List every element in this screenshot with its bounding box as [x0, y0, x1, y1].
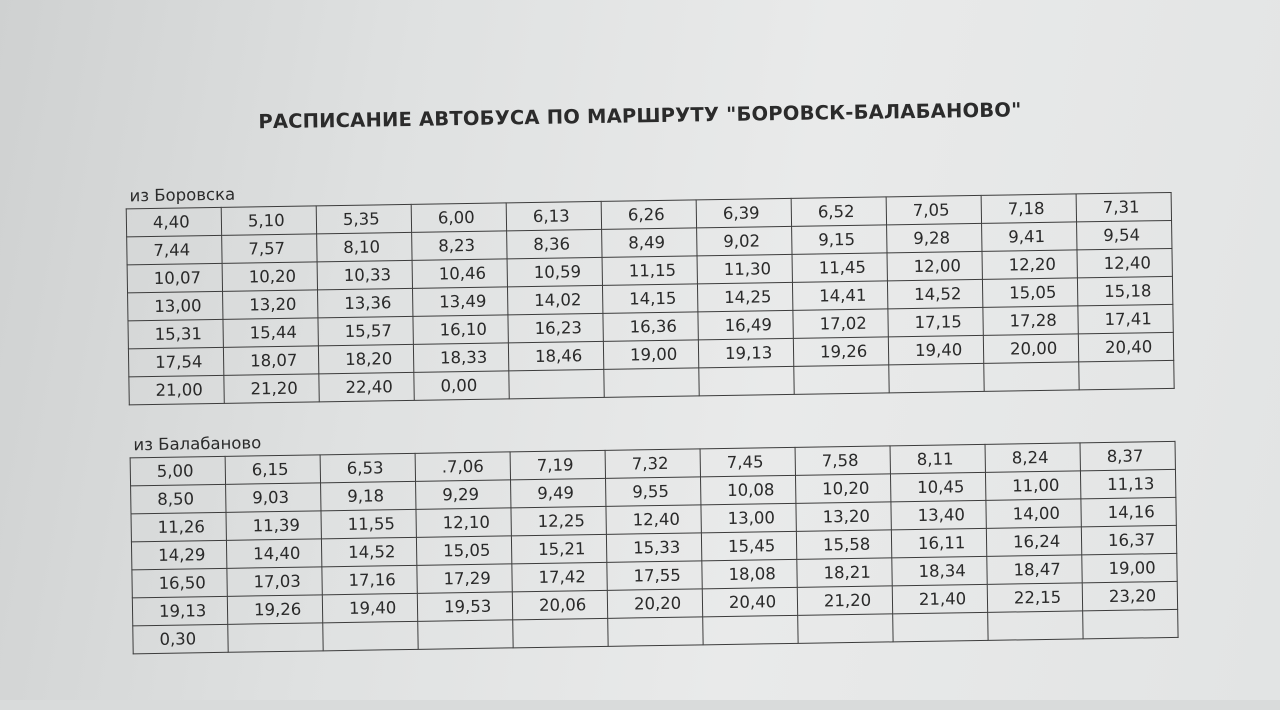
time-cell: 20,06: [512, 590, 607, 619]
time-cell: 18,21: [797, 558, 892, 587]
time-cell: 8,49: [602, 228, 697, 257]
time-cell: 7,32: [605, 449, 700, 478]
time-cell: 12,20: [982, 250, 1077, 279]
time-cell: 23,20: [1082, 581, 1177, 610]
time-cell: 14,16: [1081, 497, 1176, 526]
time-cell: 4,40: [126, 207, 221, 236]
time-cell: 16,49: [698, 310, 793, 339]
time-cell: 7,58: [795, 446, 890, 475]
time-cell: 6,15: [225, 455, 320, 484]
time-cell: 15,18: [1077, 276, 1172, 305]
time-cell: 14,52: [321, 537, 416, 566]
time-cell: 6,52: [791, 197, 886, 226]
time-cell: 8,37: [1080, 441, 1175, 470]
time-cell: 14,40: [226, 539, 321, 568]
time-cell: 16,10: [413, 315, 508, 344]
time-cell: 14,41: [792, 281, 887, 310]
time-cell: 17,02: [793, 309, 888, 338]
time-cell: 13,36: [318, 288, 413, 317]
time-cell: 7,05: [886, 195, 981, 224]
time-cell: 11,13: [1080, 469, 1175, 498]
time-cell: 16,23: [508, 313, 603, 342]
time-cell: 12,40: [1077, 248, 1172, 277]
time-cell: 10,45: [890, 472, 985, 501]
time-cell: 16,36: [603, 312, 698, 341]
time-cell: 11,39: [226, 511, 321, 540]
time-cell: 13,49: [413, 287, 508, 316]
time-cell: 18,07: [223, 346, 318, 375]
time-cell: 13,20: [796, 502, 891, 531]
time-cell: 12,00: [887, 251, 982, 280]
time-cell: 0,00: [414, 371, 509, 400]
time-cell: 7,44: [127, 235, 222, 264]
time-cell: 17,55: [607, 561, 702, 590]
time-cell: 19,13: [132, 596, 227, 625]
time-cell: 7,57: [222, 234, 317, 263]
time-cell: 11,55: [321, 509, 416, 538]
time-cell: 18,08: [702, 559, 797, 588]
time-cell: 8,23: [412, 231, 507, 260]
time-cell: [1079, 360, 1174, 389]
time-cell: [323, 621, 418, 650]
time-cell: 19,53: [417, 592, 512, 621]
time-cell: 15,05: [416, 536, 511, 565]
time-cell: 12,10: [416, 508, 511, 537]
time-cell: [513, 618, 608, 647]
time-cell: 15,05: [982, 278, 1077, 307]
time-cell: 17,16: [322, 565, 417, 594]
time-cell: 20,00: [983, 334, 1078, 363]
time-cell: 17,28: [983, 306, 1078, 335]
time-cell: 18,34: [892, 556, 987, 585]
time-cell: [699, 366, 794, 395]
time-cell: 8,50: [131, 484, 226, 513]
time-cell: 15,31: [128, 319, 223, 348]
time-cell: 19,26: [227, 595, 322, 624]
time-cell: 6,39: [696, 198, 791, 227]
time-cell: 12,25: [511, 506, 606, 535]
time-cell: 6,26: [601, 200, 696, 229]
time-cell: 0,30: [133, 624, 228, 653]
time-cell: 13,00: [128, 291, 223, 320]
time-cell: 8,24: [985, 443, 1080, 472]
time-cell: [798, 614, 893, 643]
time-cell: [984, 362, 1079, 391]
time-cell: 16,11: [891, 528, 986, 557]
time-cell: [608, 617, 703, 646]
time-cell: [228, 623, 323, 652]
time-cell: 17,41: [1078, 304, 1173, 333]
time-cell: 10,33: [317, 260, 412, 289]
time-cell: 15,58: [796, 530, 891, 559]
time-cell: 14,29: [131, 540, 226, 569]
time-cell: 20,40: [702, 587, 797, 616]
time-cell: [988, 611, 1083, 640]
time-cell: 11,15: [602, 256, 697, 285]
time-cell: 11,26: [131, 512, 226, 541]
time-cell: 19,00: [1082, 553, 1177, 582]
time-cell: 10,08: [700, 475, 795, 504]
time-cell: 9,15: [792, 225, 887, 254]
time-cell: 17,29: [417, 564, 512, 593]
schedule-table-from-balabanovo: [130, 441, 1179, 654]
time-cell: 21,00: [129, 375, 224, 404]
time-cell: 7,19: [510, 450, 605, 479]
time-cell: 18,46: [508, 341, 603, 370]
time-cell: 14,02: [507, 285, 602, 314]
time-cell: 12,40: [606, 505, 701, 534]
time-cell: 10,20: [222, 262, 317, 291]
time-cell: 17,42: [512, 562, 607, 591]
time-cell: 9,18: [321, 481, 416, 510]
time-cell: 18,20: [318, 344, 413, 373]
time-cell: 7,18: [981, 194, 1076, 223]
time-cell: 21,40: [892, 584, 987, 613]
time-cell: 6,53: [320, 453, 415, 482]
time-cell: 9,28: [887, 223, 982, 252]
time-cell: 13,40: [891, 500, 986, 529]
section-label-from-borovsk: из Боровска: [129, 184, 236, 206]
time-cell: 9,54: [1077, 220, 1172, 249]
time-cell: 17,54: [128, 347, 223, 376]
time-cell: 16,50: [132, 568, 227, 597]
time-cell: 16,24: [986, 527, 1081, 556]
time-cell: 21,20: [224, 374, 319, 403]
time-cell: 13,00: [701, 503, 796, 532]
time-cell: 10,46: [412, 259, 507, 288]
time-cell: 5,00: [130, 456, 225, 485]
time-cell: 10,07: [127, 263, 222, 292]
time-cell: 15,33: [606, 533, 701, 562]
time-cell: 5,10: [221, 206, 316, 235]
time-cell: 22,15: [987, 583, 1082, 612]
time-cell: [509, 369, 604, 398]
time-cell: 18,47: [987, 555, 1082, 584]
page-title: РАСПИСАНИЕ АВТОБУСА ПО МАРШРУТУ "БОРОВСК-БАЛАБАНОВО": [258, 98, 1022, 134]
time-cell: 14,52: [887, 279, 982, 308]
time-cell: [703, 615, 798, 644]
time-cell: 19,00: [603, 340, 698, 369]
time-cell: 11,30: [697, 254, 792, 283]
time-cell: 19,13: [698, 338, 793, 367]
time-cell: 19,40: [888, 335, 983, 364]
time-cell: 14,00: [986, 499, 1081, 528]
time-cell: 15,57: [318, 316, 413, 345]
time-cell: 11,45: [792, 253, 887, 282]
time-cell: 9,55: [606, 477, 701, 506]
time-cell: 7,31: [1076, 192, 1171, 221]
time-cell: 8,11: [890, 444, 985, 473]
time-cell: [604, 368, 699, 397]
time-cell: 9,29: [416, 480, 511, 509]
time-cell: 6,00: [411, 203, 506, 232]
time-cell: 9,41: [982, 222, 1077, 251]
time-cell: [418, 620, 513, 649]
time-cell: 21,20: [797, 586, 892, 615]
time-cell: 20,40: [1078, 332, 1173, 361]
time-cell: [794, 365, 889, 394]
time-cell: 8,36: [507, 229, 602, 258]
time-cell: 16,37: [1081, 525, 1176, 554]
time-cell: 20,20: [607, 589, 702, 618]
section-label-from-balabanovo: из Балабаново: [133, 433, 262, 455]
time-cell: 15,21: [511, 534, 606, 563]
time-cell: .7,06: [415, 452, 510, 481]
time-cell: 9,03: [226, 483, 321, 512]
time-cell: 14,25: [697, 282, 792, 311]
time-cell: 6,13: [506, 201, 601, 230]
schedule-table-from-borovsk: [126, 192, 1175, 405]
time-cell: 8,10: [317, 232, 412, 261]
time-cell: [1083, 609, 1178, 638]
time-cell: 9,49: [511, 478, 606, 507]
time-cell: 17,15: [888, 307, 983, 336]
time-cell: 17,03: [227, 567, 322, 596]
time-cell: 14,15: [602, 284, 697, 313]
time-cell: [889, 363, 984, 392]
time-cell: 15,45: [701, 531, 796, 560]
time-cell: 10,20: [795, 474, 890, 503]
time-cell: 15,44: [223, 318, 318, 347]
time-cell: 19,26: [793, 337, 888, 366]
time-cell: 5,35: [316, 204, 411, 233]
time-cell: [893, 612, 988, 641]
time-cell: 22,40: [319, 372, 414, 401]
time-cell: 10,59: [507, 257, 602, 286]
time-cell: 13,20: [223, 290, 318, 319]
time-cell: 18,33: [413, 343, 508, 372]
time-cell: 19,40: [322, 593, 417, 622]
time-cell: 9,02: [697, 226, 792, 255]
time-cell: 11,00: [985, 471, 1080, 500]
time-cell: 7,45: [700, 447, 795, 476]
